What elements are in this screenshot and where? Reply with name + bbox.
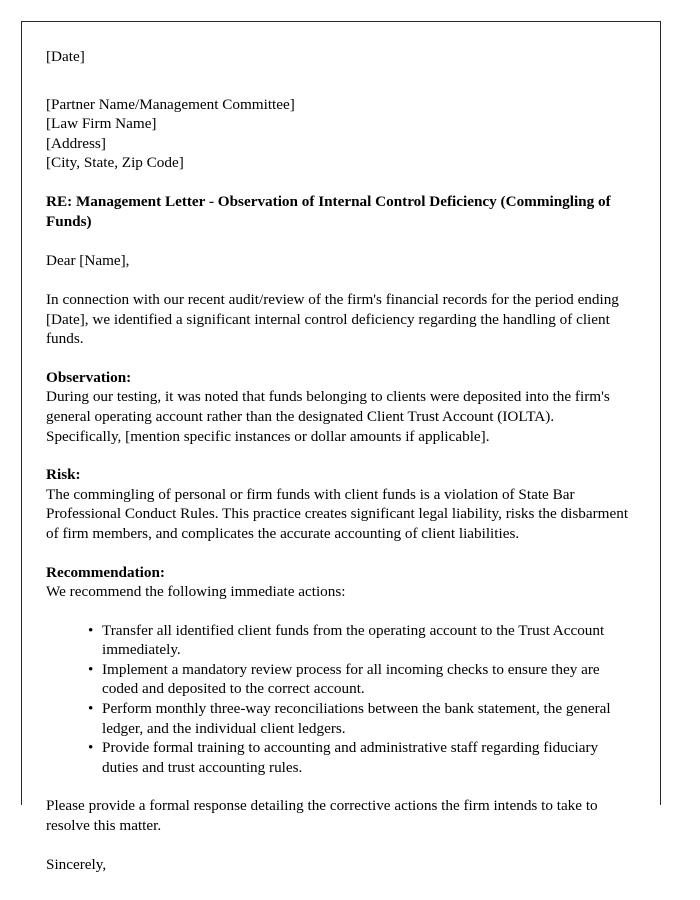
spacer <box>46 544 629 563</box>
spacer <box>46 232 629 251</box>
spacer <box>46 446 629 465</box>
salutation: Dear [Name], <box>46 252 130 270</box>
section-heading-risk: Risk: <box>46 466 81 484</box>
spacer <box>46 173 629 192</box>
recipient-line-1: [Partner Name/Management Committee] <box>46 95 295 113</box>
section-recommendation <box>46 563 629 602</box>
signoff: Sincerely, <box>46 855 107 873</box>
recommendation-list <box>46 621 629 778</box>
recipient-line-4: [City, State, Zip Code] <box>46 154 184 172</box>
section-heading-observation: Observation: <box>46 368 132 386</box>
list-item: • Provide formal training to accounting and administrative staff regarding fiduciary duties and trust accounting rules. <box>90 738 629 777</box>
closing-paragraph: Please provide a formal response detailing the corrective actions the firm intends to take to resolve this matter. <box>46 797 598 835</box>
spacer <box>46 602 629 621</box>
list-item: • Perform monthly three-way reconciliations between the bank statement, the general ledger, and the individual client ledgers. <box>90 699 629 738</box>
section-risk <box>46 465 629 543</box>
spacer <box>46 777 629 796</box>
spacer <box>46 836 629 855</box>
spacer <box>46 67 629 95</box>
spacer <box>46 349 629 368</box>
section-heading-recommendation: Recommendation: <box>46 563 165 581</box>
section-body-recommendation: We recommend the following immediate actions: <box>46 583 346 601</box>
date-line: [Date] <box>46 48 85 65</box>
section-observation <box>46 368 629 446</box>
recipient-line-3: [Address] <box>46 134 106 152</box>
recipient-block <box>46 95 629 173</box>
intro-paragraph: In connection with our recent audit/review of the firm's financial records for the period ending [Date], we identified a significant internal control deficiency regarding the handling of client funds. <box>46 290 619 348</box>
document-page-frame <box>21 21 661 873</box>
list-item: • Transfer all identified client funds from the operating account to the Trust Account immediately. <box>90 621 629 660</box>
list-item: • Implement a mandatory review process for all incoming checks to ensure they are coded and deposited to the correct account. <box>90 660 629 699</box>
section-body-risk: The commingling of personal or firm funds with client funds is a violation of State Bar Professional Conduct Rules. This practice creates significant legal liability, risks the disbarment of firm members, and complicates the accurate accounting of client liabilities. <box>46 485 629 542</box>
subject-line: RE: Management Letter - Observation of Internal Control Deficiency (Commingling of Funds) <box>46 192 611 231</box>
recipient-line-2: [Law Firm Name] <box>46 115 157 133</box>
letter-body <box>46 47 629 874</box>
section-body-observation: During our testing, it was noted that funds belonging to clients were deposited into the firm's general operating account rather than the designated Client Trust Account (IOLTA). Specifically, [mention specific instances or dollar amounts if applicable]. <box>46 388 610 445</box>
spacer <box>46 271 629 290</box>
